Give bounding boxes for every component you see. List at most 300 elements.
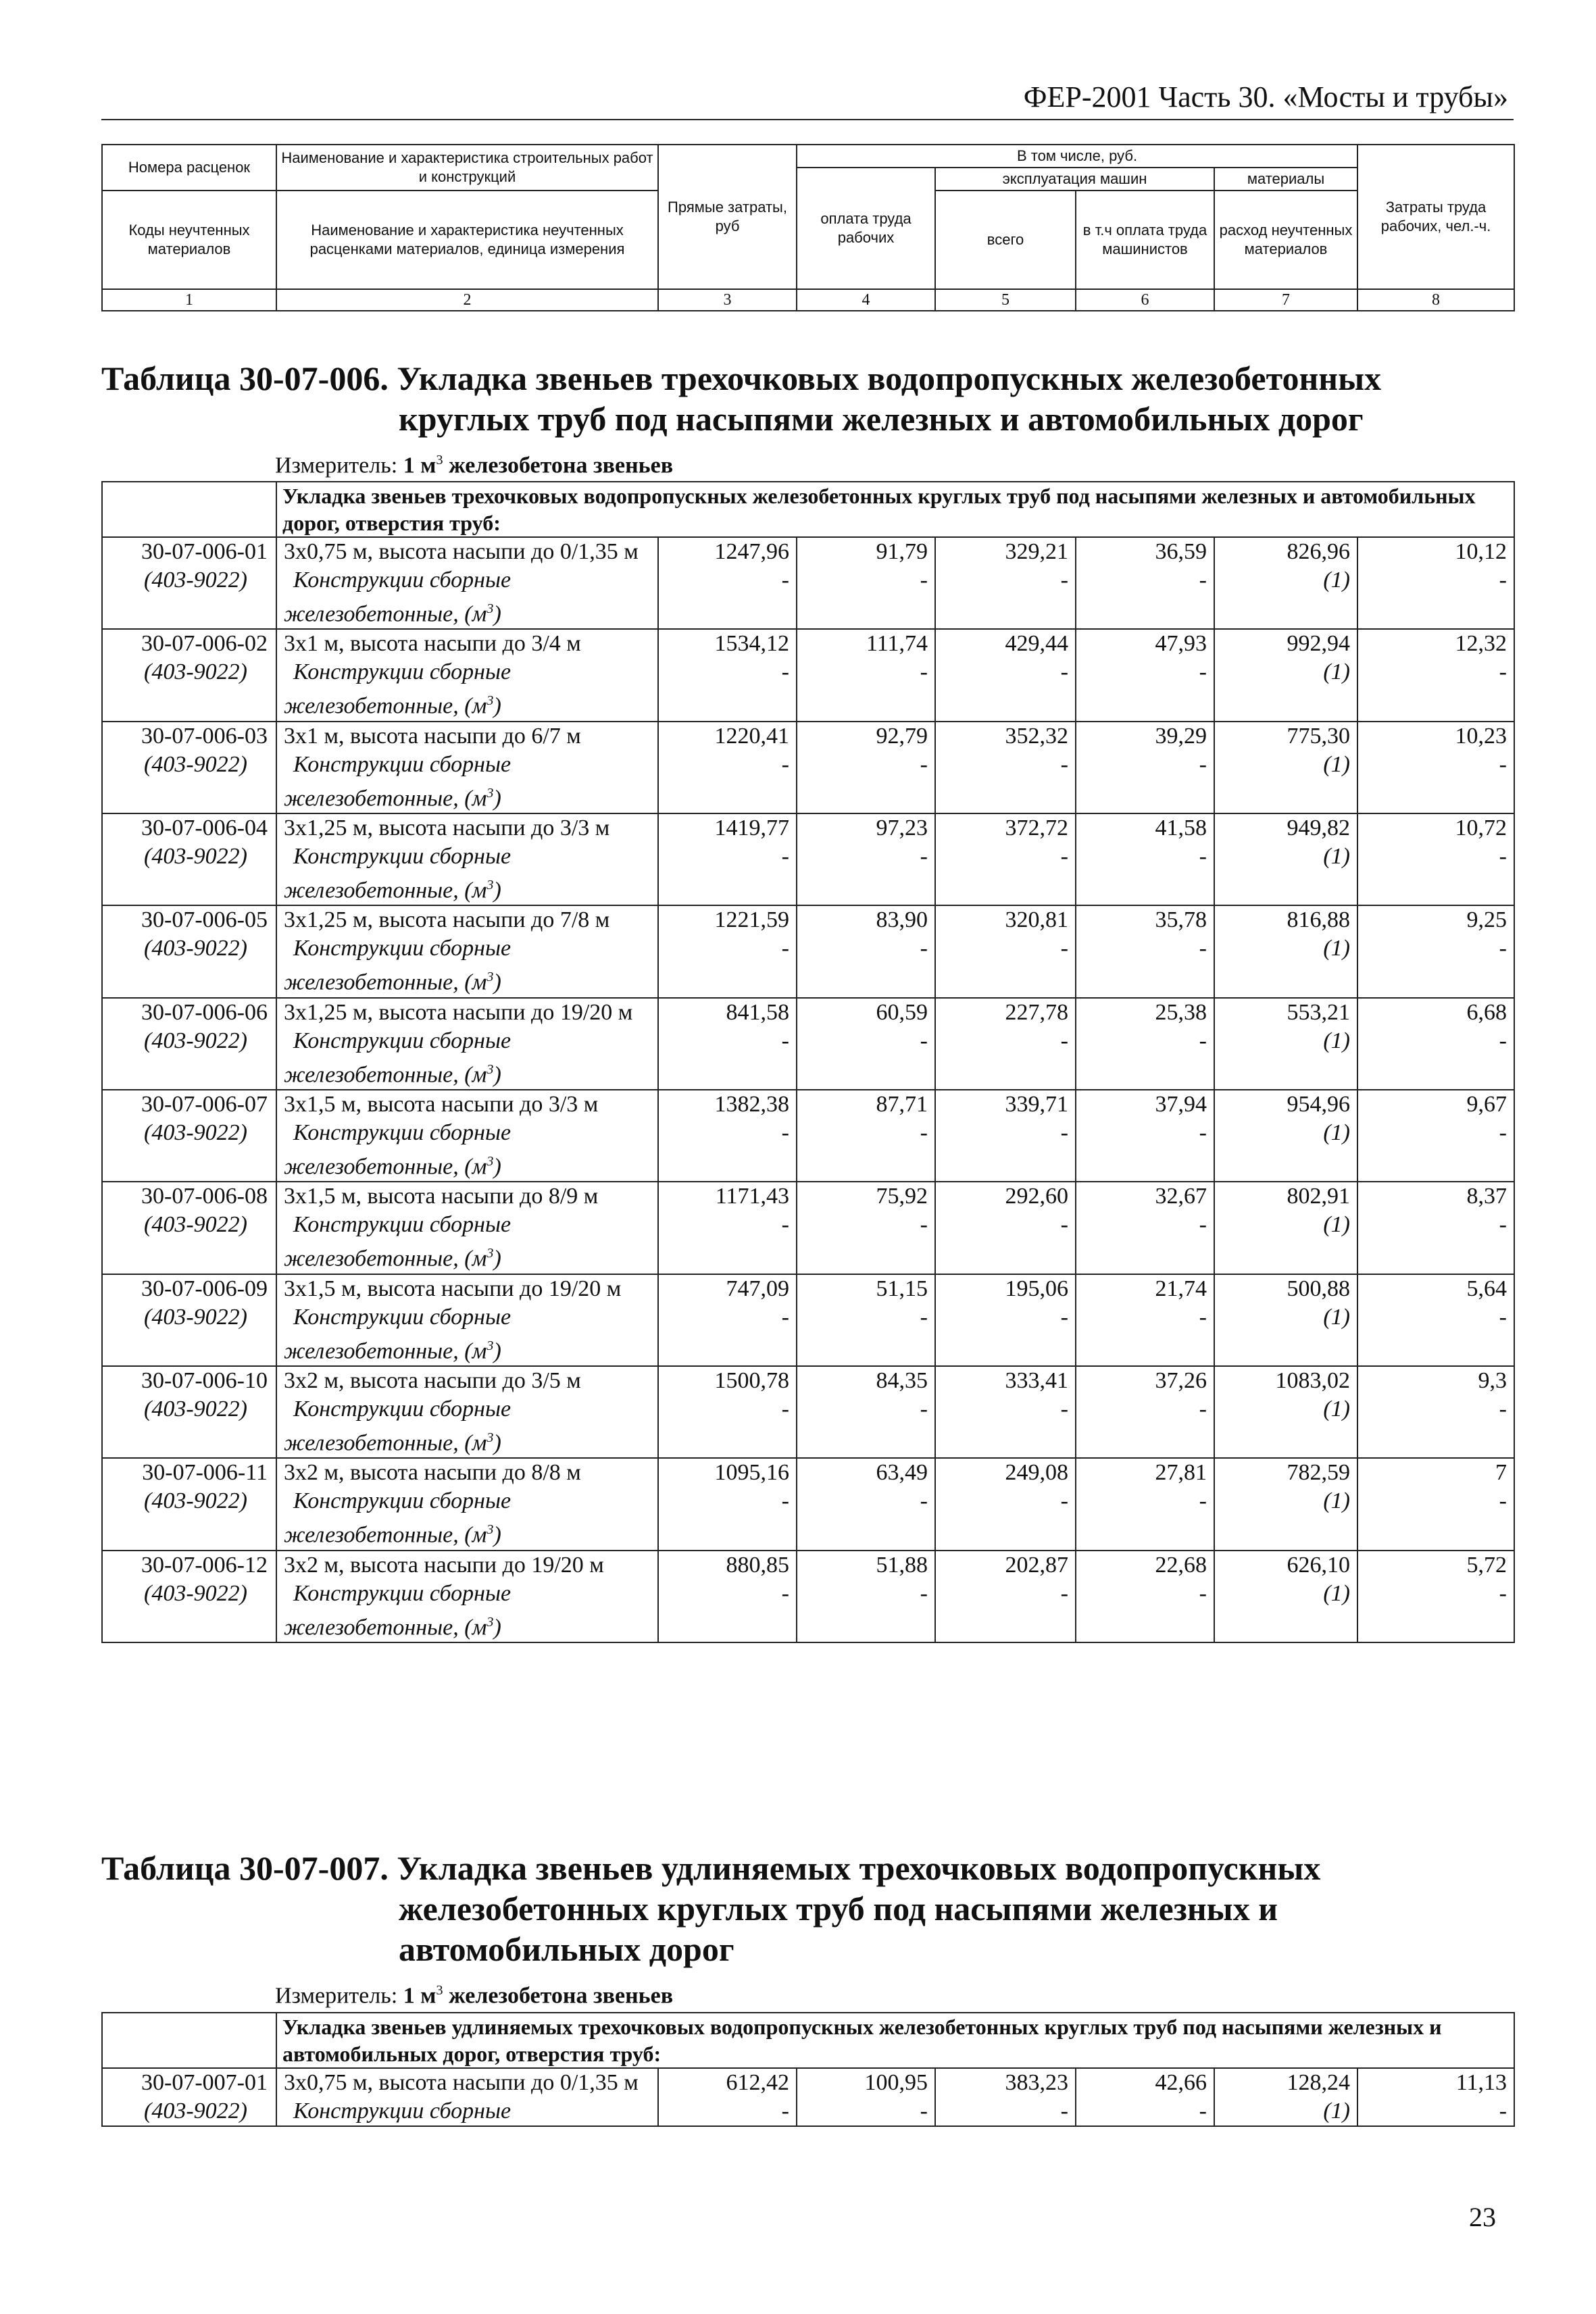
material-unit-close: ) — [493, 1522, 501, 1548]
material-name — [276, 658, 658, 721]
col-header-labor: Затраты труда рабочих, чел.-ч. — [1357, 145, 1514, 289]
material-row — [102, 1211, 1514, 1274]
operator-pay: 22,68 — [1076, 1551, 1214, 1580]
meter-value: 1 м — [403, 453, 437, 478]
empty-dash: - — [1076, 658, 1214, 721]
material-name-line2: железобетонные, (м — [284, 1246, 487, 1272]
material-name-line2: железобетонные, (м — [284, 693, 487, 719]
empty-dash: - — [935, 1580, 1076, 1642]
empty-dash: - — [1357, 1119, 1514, 1182]
material-unit-sup: 3 — [487, 1430, 494, 1445]
material-name-line1: Конструкции сборные — [293, 1120, 512, 1145]
material-name — [276, 1027, 658, 1090]
material-code: (403-9022) — [102, 1119, 276, 1182]
material-row — [102, 2097, 1514, 2126]
labor-hours: 9,25 — [1357, 905, 1514, 934]
material-cost: 1083,02 — [1214, 1366, 1357, 1395]
material-quantity: (1) — [1214, 1119, 1357, 1182]
empty-dash: - — [1357, 658, 1514, 721]
material-cost: 553,21 — [1214, 998, 1357, 1027]
material-name-line2: железобетонные, (м — [284, 1430, 487, 1456]
material-row — [102, 566, 1514, 629]
empty-dash: - — [658, 1395, 797, 1458]
material-unit-sup: 3 — [487, 1061, 494, 1077]
operator-pay: 41,58 — [1076, 813, 1214, 842]
material-code: (403-9022) — [102, 1027, 276, 1090]
material-unit-close: ) — [493, 693, 501, 719]
direct-costs: 1534,12 — [658, 629, 797, 658]
table2-title-line1: Таблица 30-07-007. Укладка звеньев удлиняемых трехочковых водопропускных — [101, 1849, 1321, 1887]
empty-dash: - — [797, 1119, 935, 1182]
table-row — [102, 1274, 1514, 1303]
labor-hours: 5,64 — [1357, 1274, 1514, 1303]
operator-pay: 27,81 — [1076, 1458, 1214, 1487]
material-unit-sup: 3 — [487, 1522, 494, 1538]
table-row — [102, 722, 1514, 751]
operator-pay: 37,26 — [1076, 1366, 1214, 1395]
material-name-line1: Конструкции сборные — [293, 659, 512, 685]
work-description: 3х1,5 м, высота насыпи до 3/3 м — [276, 1090, 658, 1119]
material-name-line2: железобетонные, (м — [284, 1154, 487, 1180]
material-cost: 802,91 — [1214, 1182, 1357, 1211]
material-row — [102, 751, 1514, 813]
material-quantity: (1) — [1214, 1395, 1357, 1458]
col-header-codes: Номера расценок — [102, 145, 276, 191]
empty-dash: - — [935, 658, 1076, 721]
operator-pay: 25,38 — [1076, 998, 1214, 1027]
material-unit-sup: 3 — [487, 1614, 494, 1630]
empty-dash: - — [658, 1303, 797, 1366]
work-description: 3х1,25 м, высота насыпи до 3/3 м — [276, 813, 658, 842]
material-name — [276, 751, 658, 813]
material-quantity: (1) — [1214, 1580, 1357, 1642]
empty-dash: - — [658, 566, 797, 629]
table2-subheader: Укладка звеньев удлиняемых трехочковых водопропускных железобетонных круглых труб под насыпями железных и автомобильных дорог, отверстия труб: — [276, 2013, 1514, 2068]
direct-costs: 1382,38 — [658, 1090, 797, 1119]
material-cost: 782,59 — [1214, 1458, 1357, 1487]
table-row — [102, 1366, 1514, 1395]
subheader-spacer — [102, 482, 276, 537]
rate-code: 30-07-006-09 — [102, 1274, 276, 1303]
material-name-line2: железобетонные, (м — [284, 1061, 487, 1087]
material-row — [102, 1027, 1514, 1090]
empty-dash: - — [1076, 751, 1214, 813]
material-name-line2: железобетонные, (м — [284, 601, 487, 627]
meter-sup: 3 — [436, 453, 443, 468]
rate-code: 30-07-006-10 — [102, 1366, 276, 1395]
material-unit-sup: 3 — [487, 693, 494, 709]
material-unit-sup: 3 — [487, 1246, 494, 1261]
direct-costs: 747,09 — [658, 1274, 797, 1303]
material-name — [276, 566, 658, 629]
operator-pay: 39,29 — [1076, 722, 1214, 751]
empty-dash: - — [1076, 1211, 1214, 1274]
direct-costs: 841,58 — [658, 998, 797, 1027]
table2-meter — [275, 1983, 673, 2009]
machines-total: 292,60 — [935, 1182, 1076, 1211]
empty-dash: - — [1076, 1487, 1214, 1550]
direct-costs: 1220,41 — [658, 722, 797, 751]
rate-code: 30-07-006-06 — [102, 998, 276, 1027]
direct-costs: 1095,16 — [658, 1458, 797, 1487]
empty-dash: - — [797, 658, 935, 721]
empty-dash: - — [1076, 1395, 1214, 1458]
material-quantity: (1) — [1214, 566, 1357, 629]
material-quantity: (1) — [1214, 658, 1357, 721]
empty-dash: - — [935, 1303, 1076, 1366]
col-number: 1 — [102, 289, 276, 311]
empty-dash: - — [797, 2097, 935, 2126]
material-code: (403-9022) — [102, 1303, 276, 1366]
col-number: 8 — [1357, 289, 1514, 311]
rate-code: 30-07-006-04 — [102, 813, 276, 842]
material-quantity: (1) — [1214, 1303, 1357, 1366]
table1-meter — [275, 453, 673, 478]
material-unit-sup: 3 — [487, 1338, 494, 1353]
col-number: 6 — [1076, 289, 1214, 311]
material-unit-close: ) — [493, 1061, 501, 1087]
material-quantity: (1) — [1214, 1211, 1357, 1274]
col-header-work-name: Наименование и характеристика строительных работ и конструкций — [276, 145, 658, 191]
labor-hours: 5,72 — [1357, 1551, 1514, 1580]
material-name — [276, 2097, 658, 2126]
direct-costs: 1221,59 — [658, 905, 797, 934]
worker-pay: 92,79 — [797, 722, 935, 751]
material-row — [102, 842, 1514, 905]
machines-total: 249,08 — [935, 1458, 1076, 1487]
material-name-line1: Конструкции сборные — [293, 1304, 512, 1330]
machines-total: 352,32 — [935, 722, 1076, 751]
machines-total: 372,72 — [935, 813, 1076, 842]
labor-hours: 8,37 — [1357, 1182, 1514, 1211]
worker-pay: 63,49 — [797, 1458, 935, 1487]
col-header-material-usage: расход неучтенных материалов — [1214, 191, 1357, 289]
col-number: 5 — [935, 289, 1076, 311]
machines-total: 339,71 — [935, 1090, 1076, 1119]
operator-pay: 35,78 — [1076, 905, 1214, 934]
table-row — [102, 1182, 1514, 1211]
material-unit-close: ) — [493, 1246, 501, 1272]
rate-code: 30-07-006-02 — [102, 629, 276, 658]
empty-dash: - — [797, 1580, 935, 1642]
material-unit-close: ) — [493, 1154, 501, 1180]
labor-hours: 10,72 — [1357, 813, 1514, 842]
labor-hours: 10,23 — [1357, 722, 1514, 751]
table-row — [102, 629, 1514, 658]
material-name-line2: железобетонные, (м — [284, 1338, 487, 1363]
rate-code: 30-07-006-01 — [102, 537, 276, 566]
empty-dash: - — [797, 1487, 935, 1550]
empty-dash: - — [935, 1395, 1076, 1458]
material-unit-close: ) — [493, 1338, 501, 1363]
direct-costs: 880,85 — [658, 1551, 797, 1580]
labor-hours: 6,68 — [1357, 998, 1514, 1027]
worker-pay: 60,59 — [797, 998, 935, 1027]
empty-dash: - — [797, 1395, 935, 1458]
subheader-spacer — [102, 2013, 276, 2068]
table-row — [102, 1458, 1514, 1487]
worker-pay: 75,92 — [797, 1182, 935, 1211]
material-name-line1: Конструкции сборные — [293, 1488, 512, 1514]
material-quantity: (1) — [1214, 2097, 1357, 2126]
empty-dash: - — [658, 1487, 797, 1550]
empty-dash: - — [658, 1119, 797, 1182]
material-code: (403-9022) — [102, 2097, 276, 2126]
table-row — [102, 998, 1514, 1027]
empty-dash: - — [797, 1211, 935, 1274]
empty-dash: - — [935, 751, 1076, 813]
material-quantity: (1) — [1214, 842, 1357, 905]
rate-code: 30-07-006-11 — [102, 1458, 276, 1487]
table-row — [102, 537, 1514, 566]
col-header-group: В том числе, руб. — [797, 145, 1357, 168]
material-unit-sup: 3 — [487, 970, 494, 985]
table2-title — [101, 1848, 1320, 1969]
work-description: 3х1,5 м, высота насыпи до 8/9 м — [276, 1182, 658, 1211]
table1-title-line1: Таблица 30-07-006. Укладка звеньев трехочковых водопропускных железобетонных — [101, 359, 1382, 397]
col-header-direct-costs: Прямые затраты, руб — [658, 145, 797, 289]
material-name-line1: Конструкции сборные — [293, 1028, 512, 1053]
table-row — [102, 2068, 1514, 2097]
work-description: 3х1 м, высота насыпи до 6/7 м — [276, 722, 658, 751]
material-cost: 500,88 — [1214, 1274, 1357, 1303]
material-cost: 954,96 — [1214, 1090, 1357, 1119]
material-unit-sup: 3 — [487, 601, 494, 616]
empty-dash: - — [658, 2097, 797, 2126]
material-code: (403-9022) — [102, 1395, 276, 1458]
direct-costs: 1500,78 — [658, 1366, 797, 1395]
empty-dash: - — [1076, 1580, 1214, 1642]
material-quantity: (1) — [1214, 751, 1357, 813]
table-row — [102, 1551, 1514, 1580]
rate-code: 30-07-006-12 — [102, 1551, 276, 1580]
material-cost: 949,82 — [1214, 813, 1357, 842]
work-description: 3х0,75 м, высота насыпи до 0/1,35 м — [276, 2068, 658, 2097]
material-name-line1: Конструкции сборные — [293, 1212, 512, 1238]
rate-code: 30-07-006-08 — [102, 1182, 276, 1211]
material-name-line1: Конструкции сборные — [293, 2098, 512, 2123]
material-name — [276, 1211, 658, 1274]
empty-dash: - — [1076, 1027, 1214, 1090]
work-description: 3х1,25 м, высота насыпи до 7/8 м — [276, 905, 658, 934]
worker-pay: 87,71 — [797, 1090, 935, 1119]
work-description: 3х1,5 м, высота насыпи до 19/20 м — [276, 1274, 658, 1303]
table1-body — [101, 481, 1515, 1643]
col-header-machines-total: всего — [935, 191, 1076, 289]
labor-hours: 9,3 — [1357, 1366, 1514, 1395]
material-cost: 775,30 — [1214, 722, 1357, 751]
material-unit-sup: 3 — [487, 785, 494, 801]
meter-rest: железобетона звеньев — [449, 1983, 674, 2009]
empty-dash: - — [797, 1027, 935, 1090]
material-code: (403-9022) — [102, 658, 276, 721]
empty-dash: - — [797, 751, 935, 813]
empty-dash: - — [1357, 1487, 1514, 1550]
material-code: (403-9022) — [102, 751, 276, 813]
col-header-worker-pay: оплата труда рабочих — [797, 168, 935, 289]
empty-dash: - — [1076, 2097, 1214, 2126]
material-quantity: (1) — [1214, 934, 1357, 997]
operator-pay: 47,93 — [1076, 629, 1214, 658]
direct-costs: 1419,77 — [658, 813, 797, 842]
material-name-line2: железобетонные, (м — [284, 785, 487, 811]
machines-total: 195,06 — [935, 1274, 1076, 1303]
empty-dash: - — [935, 934, 1076, 997]
meter-value: 1 м — [403, 1983, 437, 2009]
empty-dash: - — [658, 658, 797, 721]
labor-hours: 12,32 — [1357, 629, 1514, 658]
worker-pay: 83,90 — [797, 905, 935, 934]
worker-pay: 51,15 — [797, 1274, 935, 1303]
empty-dash: - — [1357, 751, 1514, 813]
col-header-material-codes: Коды неучтенных материалов — [102, 191, 276, 289]
work-description: 3х2 м, высота насыпи до 19/20 м — [276, 1551, 658, 1580]
material-name — [276, 1580, 658, 1642]
material-cost: 626,10 — [1214, 1551, 1357, 1580]
machines-total: 202,87 — [935, 1551, 1076, 1580]
empty-dash: - — [1076, 842, 1214, 905]
work-description: 3х2 м, высота насыпи до 3/5 м — [276, 1366, 658, 1395]
rate-code: 30-07-006-07 — [102, 1090, 276, 1119]
material-code: (403-9022) — [102, 1487, 276, 1550]
empty-dash: - — [935, 1487, 1076, 1550]
empty-dash: - — [797, 1303, 935, 1366]
empty-dash: - — [658, 1211, 797, 1274]
empty-dash: - — [935, 1119, 1076, 1182]
material-unit-close: ) — [493, 1430, 501, 1456]
worker-pay: 100,95 — [797, 2068, 935, 2097]
machines-total: 383,23 — [935, 2068, 1076, 2097]
material-quantity: (1) — [1214, 1487, 1357, 1550]
labor-hours: 7 — [1357, 1458, 1514, 1487]
empty-dash: - — [1076, 1119, 1214, 1182]
work-description: 3х2 м, высота насыпи до 8/8 м — [276, 1458, 658, 1487]
material-unit-close: ) — [493, 878, 501, 903]
machines-total: 429,44 — [935, 629, 1076, 658]
material-name-line1: Конструкции сборные — [293, 751, 512, 777]
empty-dash: - — [935, 1027, 1076, 1090]
table2-title-line3: автомобильных дорог — [399, 1930, 734, 1968]
machines-total: 227,78 — [935, 998, 1076, 1027]
material-name-line1: Конструкции сборные — [293, 936, 512, 961]
rate-code: 30-07-007-01 — [102, 2068, 276, 2097]
running-header: ФЕР-2001 Часть 30. «Мосты и трубы» — [1023, 80, 1508, 114]
material-unit-close: ) — [493, 1614, 501, 1640]
material-name — [276, 1487, 658, 1550]
material-cost: 128,24 — [1214, 2068, 1357, 2097]
machines-total: 320,81 — [935, 905, 1076, 934]
material-code: (403-9022) — [102, 1211, 276, 1274]
meter-label: Измеритель: — [275, 453, 398, 478]
material-code: (403-9022) — [102, 934, 276, 997]
empty-dash: - — [935, 1211, 1076, 1274]
material-unit-close: ) — [493, 970, 501, 995]
labor-hours: 11,13 — [1357, 2068, 1514, 2097]
column-header-table — [101, 144, 1515, 311]
col-header-material-name: Наименование и характеристика неучтенных расценками материалов, единица измерения — [276, 191, 658, 289]
work-description: 3х1 м, высота насыпи до 3/4 м — [276, 629, 658, 658]
material-code: (403-9022) — [102, 566, 276, 629]
table2-body — [101, 2012, 1515, 2127]
worker-pay: 111,74 — [797, 629, 935, 658]
material-name — [276, 1303, 658, 1366]
material-name-line2: железобетонные, (м — [284, 1614, 487, 1640]
empty-dash: - — [1357, 934, 1514, 997]
material-name-line1: Конструкции сборные — [293, 1580, 512, 1606]
empty-dash: - — [1357, 842, 1514, 905]
material-unit-sup: 3 — [487, 877, 494, 892]
table-row — [102, 1090, 1514, 1119]
empty-dash: - — [1357, 1027, 1514, 1090]
material-cost: 826,96 — [1214, 537, 1357, 566]
material-name — [276, 934, 658, 997]
header-rule — [101, 119, 1514, 120]
col-header-materials: материалы — [1214, 168, 1357, 191]
material-unit-close: ) — [493, 785, 501, 811]
empty-dash: - — [1076, 566, 1214, 629]
empty-dash: - — [1357, 1395, 1514, 1458]
material-cost: 992,94 — [1214, 629, 1357, 658]
labor-hours: 10,12 — [1357, 537, 1514, 566]
operator-pay: 36,59 — [1076, 537, 1214, 566]
direct-costs: 1247,96 — [658, 537, 797, 566]
material-row — [102, 934, 1514, 997]
empty-dash: - — [658, 1027, 797, 1090]
table1-title — [101, 358, 1381, 439]
empty-dash: - — [935, 566, 1076, 629]
empty-dash: - — [658, 1580, 797, 1642]
material-name-line1: Конструкции сборные — [293, 843, 512, 869]
empty-dash: - — [1076, 934, 1214, 997]
material-row — [102, 1395, 1514, 1458]
col-header-machines: эксплуатация машин — [935, 168, 1214, 191]
material-name-line2: железобетонные, (м — [284, 1522, 487, 1548]
empty-dash: - — [935, 842, 1076, 905]
material-name — [276, 1119, 658, 1182]
col-number: 3 — [658, 289, 797, 311]
empty-dash: - — [1076, 1303, 1214, 1366]
col-number: 4 — [797, 289, 935, 311]
material-name-line2: железобетонные, (м — [284, 878, 487, 903]
operator-pay: 37,94 — [1076, 1090, 1214, 1119]
material-name-line2: железобетонные, (м — [284, 970, 487, 995]
empty-dash: - — [658, 751, 797, 813]
rate-code: 30-07-006-03 — [102, 722, 276, 751]
worker-pay: 84,35 — [797, 1366, 935, 1395]
work-description: 3х0,75 м, высота насыпи до 0/1,35 м — [276, 537, 658, 566]
empty-dash: - — [1357, 1211, 1514, 1274]
operator-pay: 42,66 — [1076, 2068, 1214, 2097]
material-code: (403-9022) — [102, 842, 276, 905]
empty-dash: - — [1357, 1580, 1514, 1642]
empty-dash: - — [1357, 2097, 1514, 2126]
empty-dash: - — [797, 566, 935, 629]
empty-dash: - — [658, 934, 797, 997]
page-number: 23 — [1469, 2202, 1496, 2232]
rate-code: 30-07-006-05 — [102, 905, 276, 934]
material-quantity: (1) — [1214, 1027, 1357, 1090]
material-row — [102, 1303, 1514, 1366]
worker-pay: 97,23 — [797, 813, 935, 842]
col-number: 7 — [1214, 289, 1357, 311]
operator-pay: 21,74 — [1076, 1274, 1214, 1303]
machines-total: 329,21 — [935, 537, 1076, 566]
direct-costs: 1171,43 — [658, 1182, 797, 1211]
empty-dash: - — [797, 842, 935, 905]
worker-pay: 91,79 — [797, 537, 935, 566]
table2-title-line2: железобетонных круглых труб под насыпями железных и — [399, 1890, 1278, 1928]
table-row — [102, 813, 1514, 842]
